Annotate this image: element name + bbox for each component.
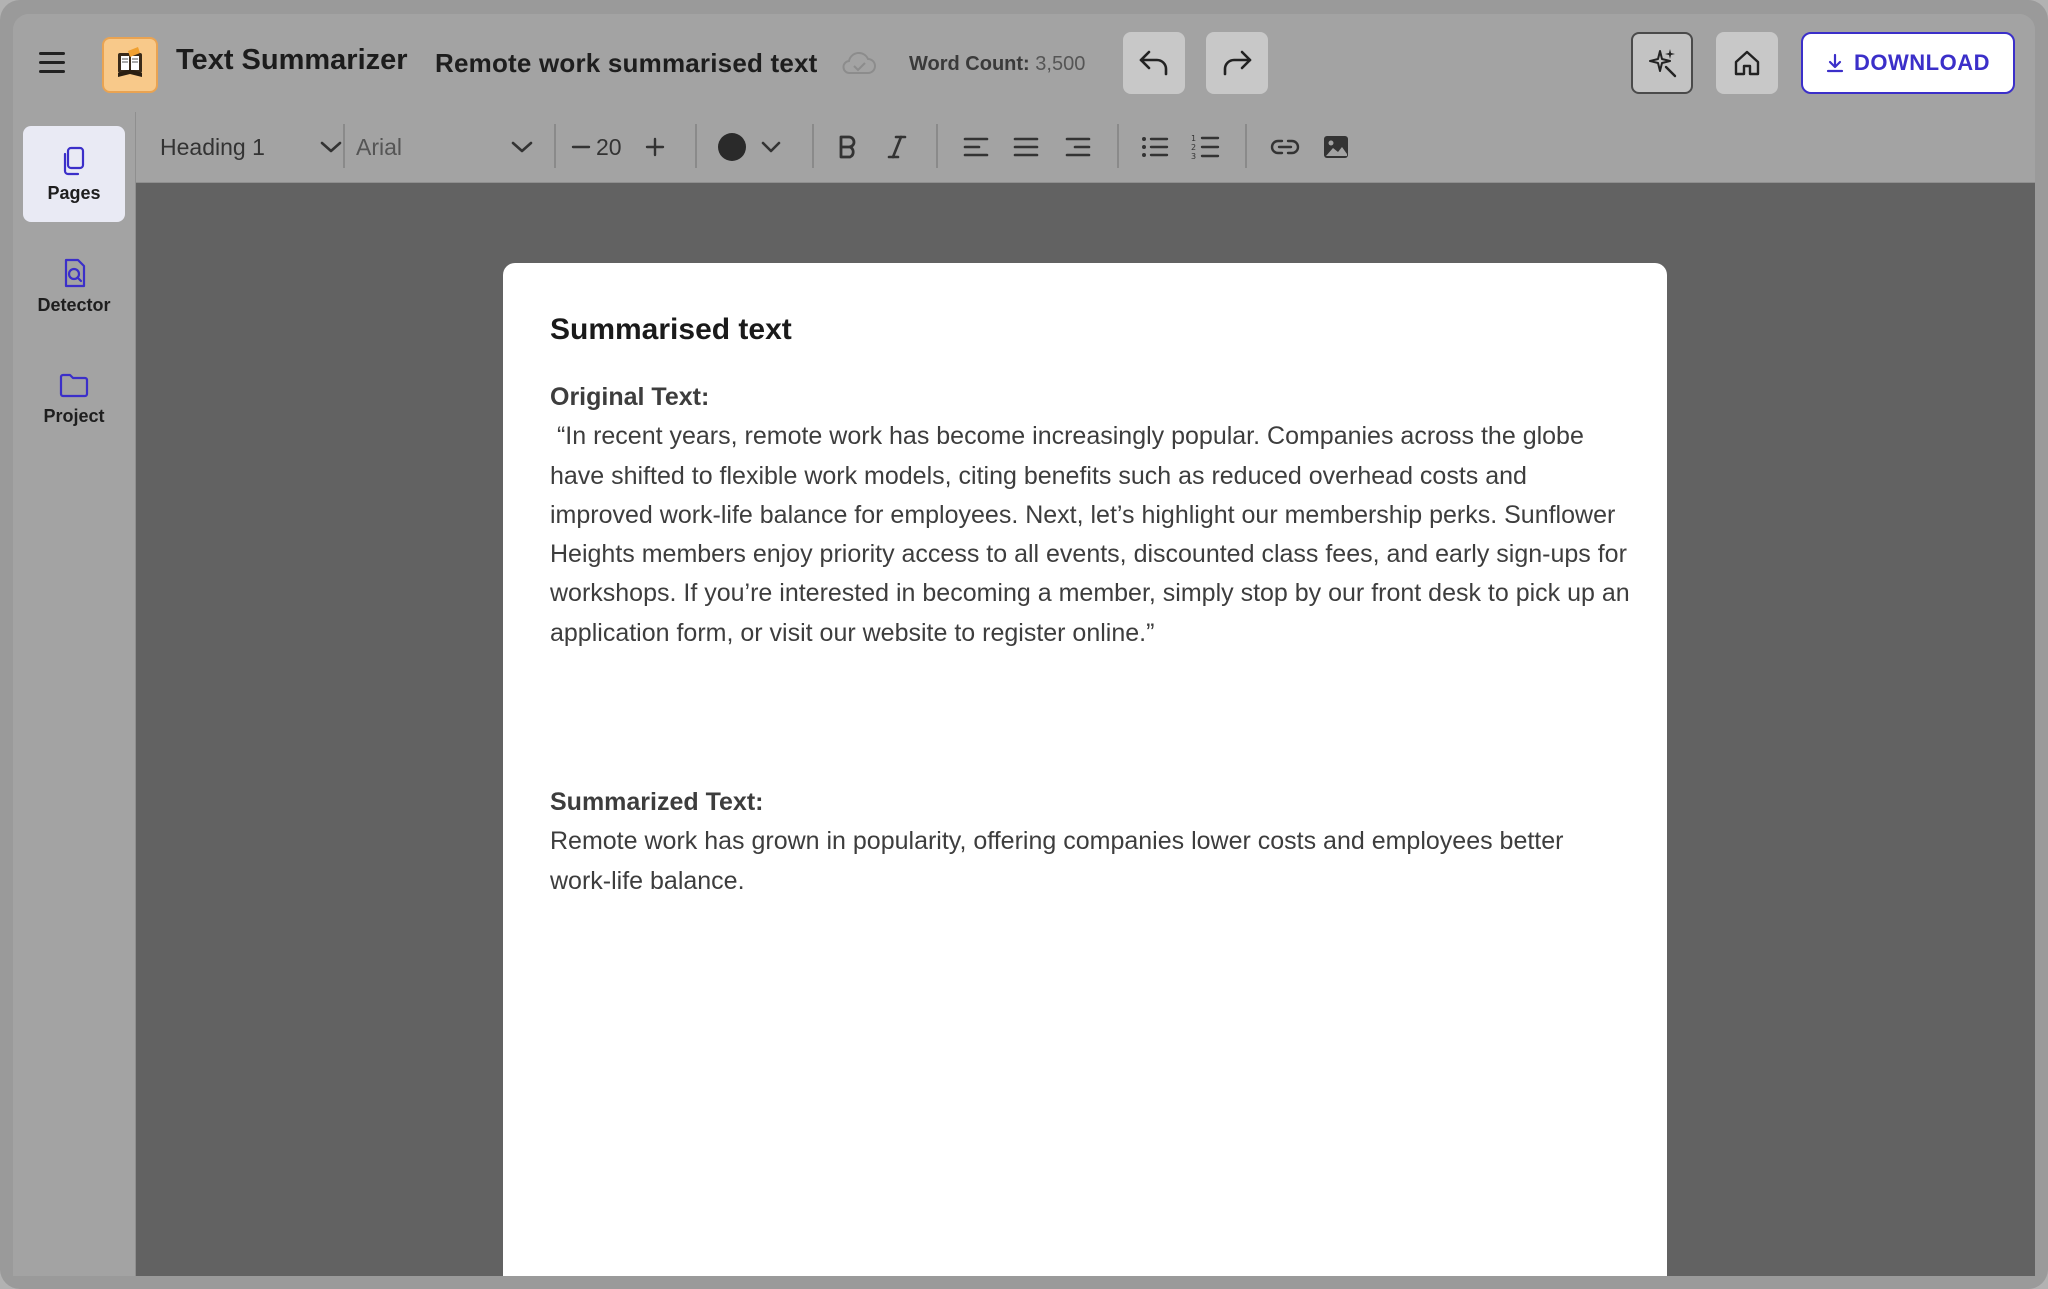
undo-icon — [1137, 48, 1171, 78]
word-count-label: Word Count: — [909, 53, 1030, 75]
word-count-value: 3,500 — [1035, 53, 1086, 75]
align-left-icon — [962, 135, 990, 159]
image-icon — [1322, 134, 1350, 160]
detector-icon — [59, 257, 89, 289]
download-label: DOWNLOAD — [1854, 50, 1990, 75]
original-text-section[interactable] — [550, 378, 1637, 653]
insert-link-button[interactable] — [1269, 112, 1301, 182]
align-right-icon — [1064, 135, 1092, 159]
editor-canvas — [136, 183, 2035, 1276]
sidebar-item-label: Detector — [37, 294, 111, 315]
insert-image-button[interactable] — [1322, 112, 1350, 182]
chevron-down-icon — [510, 140, 534, 154]
text-color-select[interactable] — [718, 112, 782, 182]
sidebar-item-detector[interactable] — [23, 238, 125, 334]
align-center-icon — [1012, 135, 1040, 159]
bold-button[interactable] — [836, 112, 858, 182]
app-logo — [102, 37, 158, 93]
svg-text:2: 2 — [1191, 143, 1197, 152]
folder-icon — [58, 370, 90, 400]
align-right-button[interactable] — [1064, 112, 1092, 182]
paragraph-style-select[interactable] — [160, 112, 343, 182]
align-left-button[interactable] — [962, 112, 990, 182]
menu-icon[interactable] — [39, 52, 65, 74]
summary-text-label: Summarized Text: — [550, 788, 764, 816]
svg-text:3: 3 — [1191, 152, 1197, 161]
bullet-list-icon — [1140, 134, 1170, 160]
undo-button[interactable] — [1123, 32, 1185, 94]
pages-icon — [59, 145, 89, 177]
sidebar-item-label: Project — [43, 405, 105, 426]
redo-button[interactable] — [1206, 32, 1268, 94]
color-swatch-icon — [718, 133, 746, 161]
document-page[interactable] — [503, 263, 1667, 1276]
paragraph-style-value: Heading 1 — [160, 133, 265, 160]
sparkle-icon — [1646, 47, 1678, 79]
font-size-value[interactable]: 20 — [596, 133, 622, 160]
font-family-value: Arial — [356, 133, 403, 160]
sidebar — [13, 112, 136, 1276]
download-icon — [1826, 53, 1844, 73]
sidebar-item-pages[interactable] — [23, 126, 125, 222]
word-count — [909, 53, 1085, 76]
align-center-button[interactable] — [1012, 112, 1040, 182]
original-text-label: Original Text: — [550, 383, 710, 411]
bullet-list-button[interactable] — [1140, 112, 1170, 182]
document-title[interactable]: Remote work summarised text — [435, 48, 818, 78]
numbered-list-button[interactable] — [1191, 112, 1221, 182]
font-size-increase-button[interactable] — [644, 112, 666, 182]
sidebar-item-project[interactable] — [23, 350, 125, 446]
minus-icon — [570, 136, 592, 158]
plus-icon — [644, 136, 666, 158]
home-icon — [1731, 47, 1763, 79]
summary-text-section[interactable] — [550, 783, 1630, 901]
font-size-decrease-button[interactable] — [570, 112, 592, 182]
chevron-down-icon — [760, 140, 782, 154]
chevron-down-icon — [319, 140, 343, 154]
app-title: Text Summarizer — [176, 44, 408, 76]
summary-text-body: Remote work has grown in popularity, offering companies lower costs and employees better work-life balance. — [550, 827, 1564, 895]
ai-sparkle-button[interactable] — [1631, 32, 1693, 94]
app-window — [13, 14, 2035, 1276]
format-toolbar — [136, 112, 2035, 183]
numbered-list-icon — [1191, 133, 1221, 161]
svg-text:1: 1 — [1191, 134, 1197, 143]
home-button[interactable] — [1716, 32, 1778, 94]
cloud-saved-icon — [841, 52, 877, 81]
sidebar-item-label: Pages — [47, 182, 101, 203]
original-text-body: “In recent years, remote work has become increasingly popular. Companies across the globe have shifted to flexible work models, citing benefits such as reduced overhead costs and improved work-life balance for employees. Next, let’s highlight our membership perks. Sunflower Heights members enjoy priority access to all events, discounted class fees, and early sign-ups for workshops. If you’re interested in becoming a member, simply stop by our front desk to pick up an application form, or visit our website to register online.” — [550, 422, 1637, 647]
bold-icon — [836, 134, 858, 160]
document-heading[interactable]: Summarised text — [550, 313, 792, 346]
download-button[interactable] — [1801, 32, 2015, 94]
italic-button[interactable] — [886, 112, 908, 182]
app-header — [13, 14, 2035, 113]
link-icon — [1269, 137, 1301, 157]
redo-icon — [1220, 48, 1254, 78]
font-family-select[interactable] — [356, 112, 534, 182]
italic-icon — [886, 134, 908, 160]
